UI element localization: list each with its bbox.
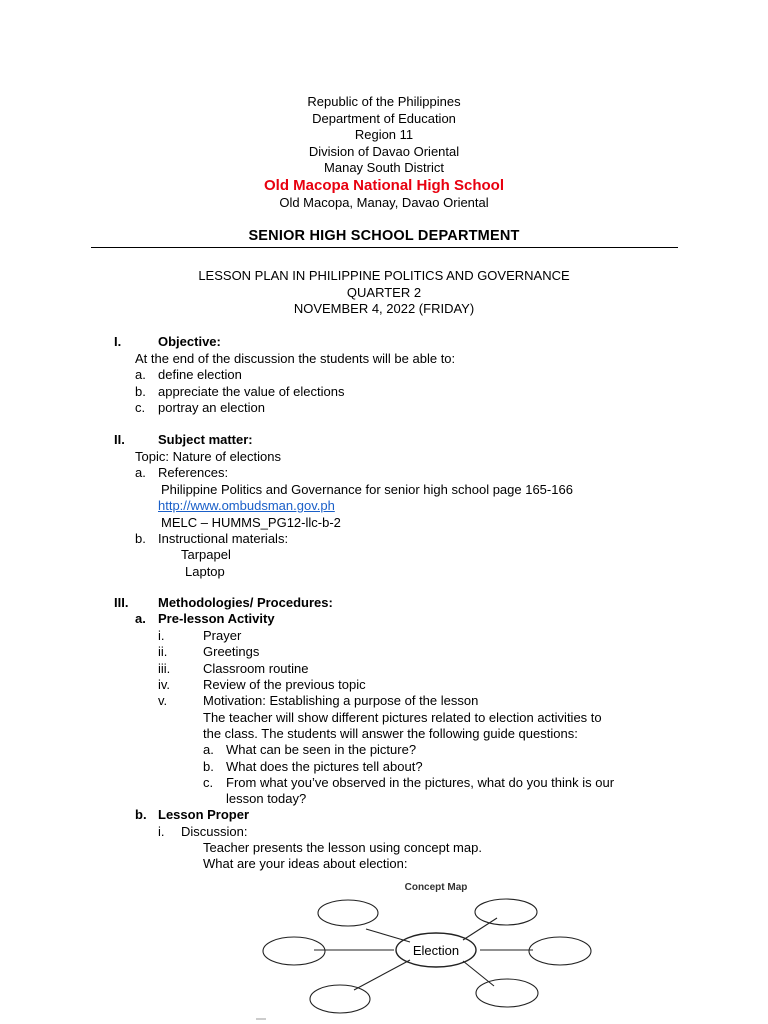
header-line-3: Region 11 (354, 127, 414, 142)
header-line-5: Manay South District (324, 160, 444, 175)
topic-line: Topic: Nature of elections (135, 448, 281, 464)
discussion-text: Teacher presents the lesson using concept map. (203, 840, 482, 855)
motivation-text: the class. The students will answer the following guide questions: (203, 726, 578, 741)
idea-bubble (263, 937, 325, 965)
header-divider (91, 247, 678, 248)
list-marker: iii. (158, 660, 171, 676)
subheading-pre-lesson: Pre-lesson Activity (158, 611, 275, 626)
list-marker: a. (135, 611, 146, 626)
section-number: I. (114, 334, 122, 349)
list-marker: c. (135, 400, 146, 415)
concept-map-figure (250, 878, 600, 1024)
list-marker: a. (203, 742, 214, 757)
list-marker: i. (158, 823, 165, 839)
idea-bubble (475, 899, 537, 925)
pre-lesson-item: Prayer (203, 627, 242, 643)
section-heading-objective: Objective: (158, 334, 221, 349)
section-heading-subject: Subject matter: (158, 432, 253, 447)
list-marker: b. (203, 758, 214, 774)
list-marker: a. (135, 465, 146, 480)
connector-line (463, 961, 494, 986)
lesson-plan-title: LESSON PLAN IN PHILIPPINE POLITICS AND GOVERNANCE (198, 268, 570, 283)
objective-item: portray an election (158, 400, 265, 415)
center-label: Election (412, 943, 460, 958)
reference-melc: MELC – HUMMS_PG12-llc-b-2 (161, 514, 341, 530)
material-item: Laptop (185, 563, 225, 579)
pre-lesson-item: Classroom routine (203, 660, 309, 676)
idea-bubble (318, 900, 378, 926)
list-marker: b. (135, 807, 147, 822)
guide-question-continued: lesson today? (226, 791, 307, 806)
pre-lesson-item: Greetings (203, 644, 260, 659)
department-title: SENIOR HIGH SCHOOL DEPARTMENT (248, 228, 520, 244)
list-marker: ii. (158, 644, 168, 659)
section-number: III. (114, 595, 129, 610)
list-marker: c. (203, 775, 214, 790)
objective-intro: At the end of the discussion the students will be able to: (135, 350, 456, 366)
idea-bubble (529, 937, 591, 965)
idea-bubble (476, 979, 538, 1007)
idea-bubble (310, 985, 370, 1013)
school-name: Old Macopa National High School (263, 177, 504, 194)
motivation-text: The teacher will show different pictures related to election activities to (203, 709, 602, 725)
concept-map-title: Concept Map (404, 882, 468, 893)
connector-line (463, 918, 497, 940)
subheading-lesson-proper: Lesson Proper (158, 807, 250, 822)
objective-item: appreciate the value of elections (158, 383, 345, 399)
header-line-2: Department of Education (312, 110, 456, 126)
reference-book: Philippine Politics and Governance for senior high school page 165-166 (161, 481, 573, 497)
guide-question: What can be seen in the picture? (226, 742, 417, 757)
pre-lesson-item: Motivation: Establishing a purpose of the lesson (203, 693, 479, 708)
list-marker: b. (135, 531, 146, 546)
list-marker: v. (158, 693, 168, 708)
list-marker: iv. (158, 677, 171, 692)
list-marker: i. (158, 627, 165, 643)
discussion-label: Discussion: (181, 823, 248, 839)
material-item: Tarpapel (181, 547, 231, 562)
list-marker: a. (135, 367, 146, 382)
section-number: II. (114, 432, 125, 447)
list-marker: b. (135, 383, 146, 399)
lesson-date: NOVEMBER 4, 2022 (FRIDAY) (293, 301, 475, 316)
header-line-1: Republic of the Philippines (307, 94, 461, 109)
quarter-label: QUARTER 2 (346, 284, 422, 300)
guide-question: What does the pictures tell about? (226, 758, 423, 774)
connector-line (354, 960, 410, 990)
guide-question: From what you’ve observed in the pictures, what do you think is our (226, 775, 615, 790)
section-heading-methods: Methodologies/ Procedures: (158, 595, 333, 610)
header-line-4: Division of Davao Oriental (308, 143, 460, 159)
reference-link[interactable]: http://www.ombudsman.gov.ph (158, 498, 335, 513)
references-label: References: (158, 465, 229, 480)
school-address: Old Macopa, Manay, Davao Oriental (279, 195, 489, 210)
materials-label: Instructional materials: (158, 531, 289, 546)
objective-item: define election (158, 367, 242, 382)
pre-lesson-item: Review of the previous topic (203, 677, 366, 692)
discussion-text: What are your ideas about election: (203, 856, 408, 871)
